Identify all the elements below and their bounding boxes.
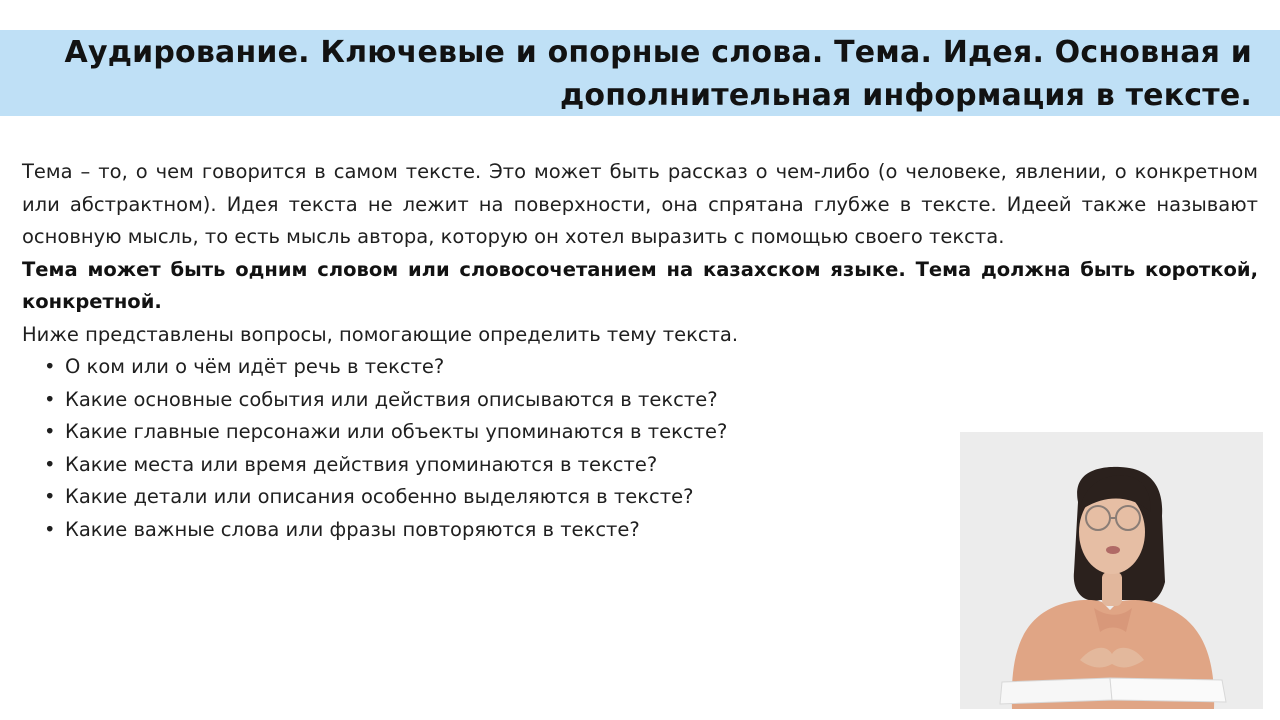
definition-paragraph: Тема – то, о чем говорится в самом тексте. Это может быть рассказ о чем-либо (о человеке, явлении, о конкретном или абстрактном). Идея текста не лежит на поверхности, она спрятана глубже в тексте. Идеей также называют основную мысль, то есть мысль автора, которую он хотел выразить с помощью своего текста. bbox=[22, 160, 1258, 248]
question-item bbox=[22, 351, 1258, 384]
questions-intro: Ниже представлены вопросы, помогающие определить тему текста. bbox=[22, 322, 739, 346]
bullet-icon: • bbox=[44, 485, 56, 508]
neck-shape bbox=[1102, 572, 1122, 606]
bullet-icon: • bbox=[44, 355, 56, 378]
question-text: Какие основные события или действия описываются в тексте? bbox=[65, 387, 718, 411]
paper-right bbox=[1110, 678, 1226, 702]
question-text: Какие детали или описания особенно выделяются в тексте? bbox=[65, 485, 694, 508]
highlighted-paragraph: Тема может быть одним словом или словосочетанием на казахском языке. Тема должна быть короткой, конкретной. bbox=[22, 257, 1258, 313]
question-item bbox=[22, 384, 1258, 417]
bullet-icon: • bbox=[44, 452, 56, 476]
question-text: О ком или о чём идёт речь в тексте? bbox=[65, 355, 445, 378]
presenter-video bbox=[960, 432, 1263, 709]
question-text: Какие места или время действия упоминаются в тексте? bbox=[65, 452, 658, 476]
paper-left bbox=[1000, 678, 1112, 704]
slide-title: Аудирование. Ключевые и опорные слова. Тема. Идея. Основная и дополнительная информация в тексте. bbox=[64, 35, 1252, 113]
bullet-icon: • bbox=[44, 517, 56, 541]
bullet-icon: • bbox=[44, 387, 56, 411]
presenter-illustration bbox=[960, 432, 1263, 709]
question-text: Какие главные персонажи или объекты упоминаются в тексте? bbox=[65, 420, 728, 443]
question-text: Какие важные слова или фразы повторяются в тексте? bbox=[65, 517, 640, 541]
bullet-icon: • bbox=[44, 420, 56, 443]
mouth-shape bbox=[1106, 546, 1120, 554]
